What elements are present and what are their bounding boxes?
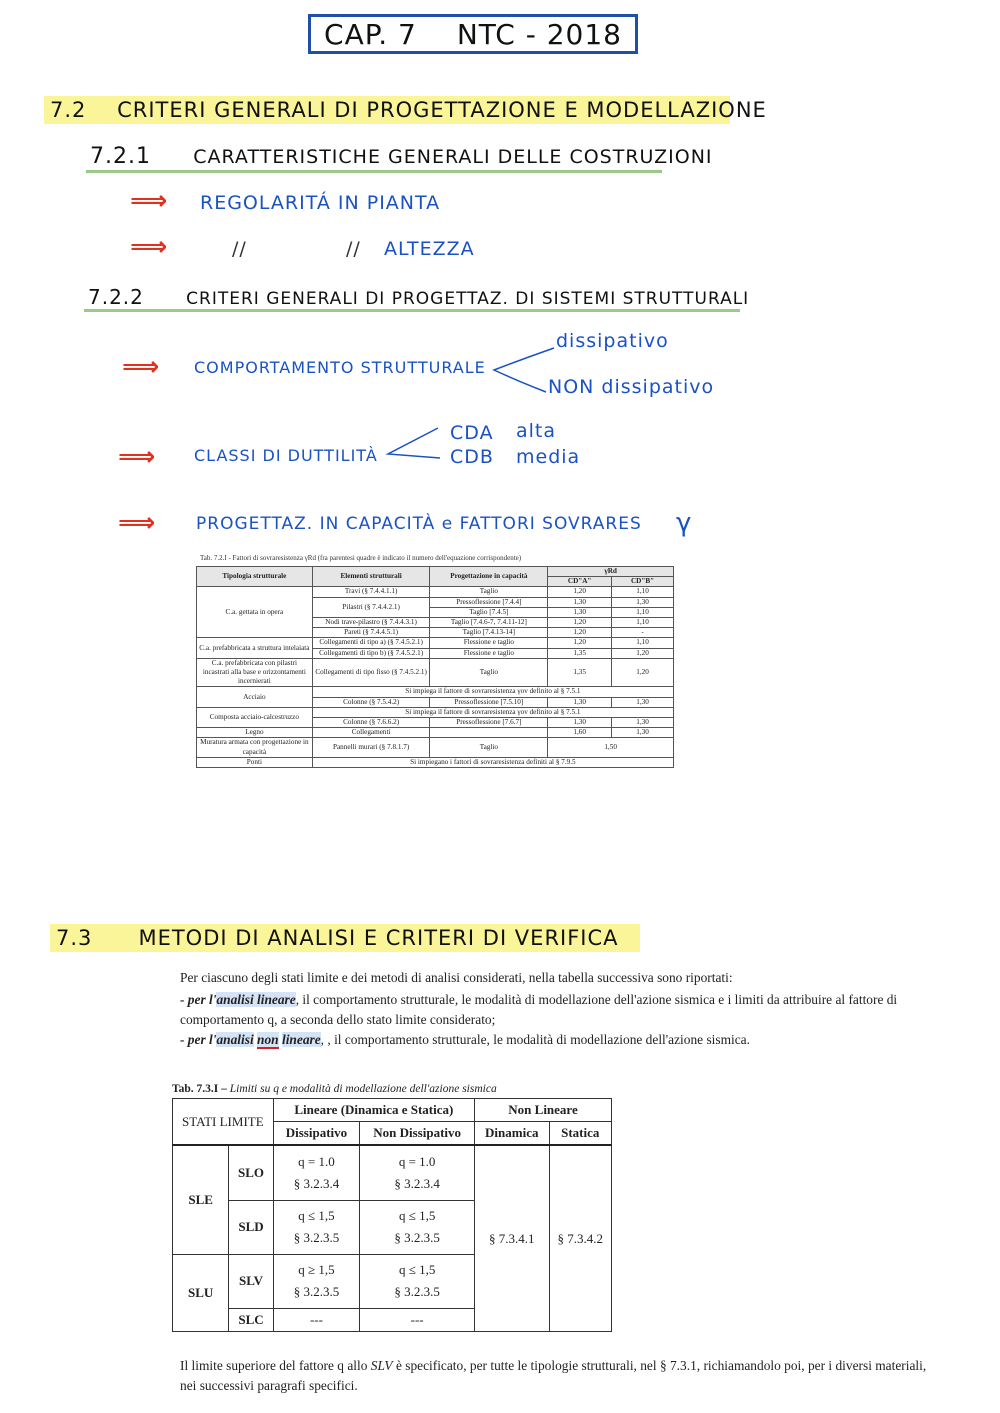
ductility-label: CLASSI DI DUTTILITÀ <box>194 446 378 465</box>
section-title: METODI DI ANALISI E CRITERI DI VERIFICA <box>138 926 619 950</box>
table-cell: Pilastri (§ 7.4.4.2.1) <box>312 597 430 617</box>
table-cell: 1,30 <box>612 718 674 728</box>
row-sle: SLE <box>173 1145 229 1254</box>
red-arrow-icon: ⟹ <box>118 508 156 538</box>
th-statica: Statica <box>549 1122 611 1146</box>
th-stati-limite: STATI LIMITE <box>173 1099 274 1146</box>
table-cell-line: q = 1.0 <box>398 1154 436 1169</box>
table-cell: 1,35 <box>548 648 612 658</box>
table-cell: 1,20 <box>612 658 674 687</box>
row-slc: SLC <box>229 1308 273 1331</box>
table-cell: Si impiega il fattore di sovraresistenza γov definito al § 7.5.1 <box>312 687 673 697</box>
table-cell-line: § 3.2.3.4 <box>293 1176 340 1191</box>
chapter-label: CAP. 7 <box>324 17 417 51</box>
table-cell: Composta acciaio-calcestruzzo <box>197 707 313 727</box>
table-cell <box>273 1254 360 1308</box>
table-cell: Flessione e taglio <box>430 648 548 658</box>
table-cell: 1,60 <box>548 728 612 738</box>
paragraph-intro: Per ciascuno degli stati limite e dei metodi di analisi considerati, nella tabella successiva sono riportati: <box>180 970 733 985</box>
subsection-number: 7.2.1 <box>90 144 151 169</box>
table-cell-line: q = 1.0 <box>298 1154 335 1169</box>
green-underline <box>84 309 740 312</box>
table-cell <box>360 1200 475 1254</box>
section-title: CRITERI GENERALI DI PROGETTAZIONE E MODELLAZIONE <box>117 98 767 122</box>
cda-note: alta <box>516 420 557 442</box>
table-cell: Si impiega il fattore di sovraresistenza γov definito al § 7.5.1 <box>312 707 673 717</box>
ditto-mark: // <box>232 238 247 260</box>
table-cell: Flessione e taglio <box>430 638 548 648</box>
branch-dissipativo: dissipativo <box>556 330 669 352</box>
table-cell: 1,10 <box>612 638 674 648</box>
table-cell: Collegamenti di tipo b) (§ 7.4.5.2.1) <box>312 648 430 658</box>
table-cell: 1,30 <box>612 697 674 707</box>
th-progettazione: Progettazione in capacità <box>430 567 548 587</box>
th-cda: CD"A" <box>548 577 612 587</box>
table-cell: 1,30 <box>548 718 612 728</box>
table-cell-statica: § 7.3.4.2 <box>549 1145 611 1331</box>
table-cell-line: § 3.2.3.5 <box>394 1230 440 1246</box>
paragraph-slv-limit <box>180 1356 936 1396</box>
subsection-7-2-1-heading <box>90 144 713 169</box>
th-lineare: Lineare (Dinamica e Statica) <box>273 1099 474 1122</box>
subsection-number: 7.2.2 <box>88 285 144 309</box>
table-cell: Ponti <box>197 757 313 767</box>
table-cell: Acciaio <box>197 687 313 707</box>
cdb-label: CDB <box>450 446 494 468</box>
table-cell-dinamica: § 7.3.4.1 <box>475 1145 550 1331</box>
th-dissipativo: Dissipativo <box>273 1122 360 1146</box>
red-arrow-icon: ⟹ <box>130 232 168 262</box>
table-cell: 1,20 <box>548 628 612 638</box>
text-fragment-italic: SLV <box>370 1358 393 1373</box>
th-dinamica: Dinamica <box>475 1122 550 1146</box>
table-cell: 1,20 <box>548 587 612 597</box>
chapter-header-box <box>308 14 638 54</box>
table-cell-line: q ≤ 1,5 <box>398 1208 436 1224</box>
caption-number: Tab. 7.3.I – <box>172 1083 230 1095</box>
table-cell: C.a. prefabbricata con pilastri incastrati alla base e orizzontamenti incernierati <box>197 658 313 687</box>
row-slu: SLU <box>173 1254 229 1331</box>
th-elementi: Elementi strutturali <box>312 567 430 587</box>
standard-label: NTC - 2018 <box>456 17 622 51</box>
behaviour-label: COMPORTAMENTO STRUTTURALE <box>194 358 486 377</box>
highlight-analisi-lineare: analisi lineare <box>216 992 296 1007</box>
table-cell: 1,20 <box>612 648 674 658</box>
table-7-2-1-caption: Tab. 7.2.I - Fattori di sovraresistenza γRd (fra parentesi quadre è indicato il numero dell'equazione corrispondente) <box>200 554 522 562</box>
th-grd: γRd <box>548 567 674 577</box>
table-cell: Pressoflessione [7.5.10] <box>430 697 548 707</box>
text-fragment: , , il comportamento strutturale, le modalità di modellazione dell'azione sismica. <box>320 1032 750 1047</box>
section-7-3-heading <box>50 924 640 952</box>
table-cell: Taglio [7.4.5] <box>430 607 548 617</box>
caption-text: Limiti su q e modalità di modellazione dell'azione sismica <box>229 1083 497 1095</box>
table-cell: 1,30 <box>548 697 612 707</box>
table-cell: 1,30 <box>548 607 612 617</box>
table-cell: Collegamenti di tipo a) (§ 7.4.5.2.1) <box>312 638 430 648</box>
table-cell: Taglio <box>430 587 548 597</box>
table-cell: Taglio <box>430 658 548 687</box>
section-number: 7.3 <box>56 926 93 950</box>
table-cell: Travi (§ 7.4.4.1.1) <box>312 587 430 597</box>
table-cell: 1,30 <box>612 728 674 738</box>
subsection-title: CARATTERISTICHE GENERALI DELLE COSTRUZIONI <box>193 146 713 168</box>
table-cell <box>273 1200 360 1254</box>
table-cell: 1,30 <box>548 597 612 607</box>
table-cell: Muratura armata con progettazione in capacità <box>197 738 313 757</box>
text-fragment: - per l' <box>180 992 217 1007</box>
highlight-analisi: analisi <box>216 1032 254 1047</box>
row-slv: SLV <box>229 1254 273 1308</box>
table-cell: Taglio [7.4.6-7, 7.4.11-12] <box>430 618 548 628</box>
table-cell: C.a. gettata in opera <box>197 587 313 638</box>
table-cell: Taglio [7.4.13-14] <box>430 628 548 638</box>
item-altezza: ALTEZZA <box>384 238 475 260</box>
table-cell: 1,10 <box>612 607 674 617</box>
table-cell: Pressoflessione [7.6.7] <box>430 718 548 728</box>
table-cell: 1,20 <box>548 638 612 648</box>
table-cell: Colonne (§ 7.6.6.2) <box>312 718 430 728</box>
table-cell: 1,20 <box>548 618 612 628</box>
table-cell: 1,50 <box>548 738 674 757</box>
table-cell: Taglio <box>430 738 548 757</box>
cdb-note: media <box>516 446 581 468</box>
green-underline <box>86 170 662 173</box>
ditto-mark: // <box>346 238 361 260</box>
highlight-non: non <box>257 1032 279 1047</box>
table-cell <box>360 1254 475 1308</box>
table-cell: 1,35 <box>548 658 612 687</box>
table-cell: Pressoflessione [7.4.4] <box>430 597 548 607</box>
table-cell: --- <box>273 1308 360 1331</box>
th-cdb: CD"B" <box>612 577 674 587</box>
paragraph-nonlinear <box>180 1030 936 1050</box>
text-fragment: , il comportamento strutturale, le modalità di modellazione dell'azione sismica e i limiti da attribuire al fattore di comportamento q, a seconda dello stato limite considerato; <box>180 992 898 1027</box>
table-cell: C.a. prefabbricata a struttura intelaiata <box>197 638 313 658</box>
section-7-2-heading <box>44 96 767 124</box>
table-cell-line: § 3.2.3.5 <box>293 1284 340 1300</box>
gamma-symbol: γ <box>676 508 693 538</box>
table-7-2-1 <box>196 566 674 768</box>
table-cell: Si impiegano i fattori di sovraresistenza definiti al § 7.9.5 <box>312 757 673 767</box>
table-cell-line: § 3.2.3.5 <box>394 1284 440 1300</box>
branch-non-dissipativo: NON dissipativo <box>548 376 715 398</box>
table-7-3-1-caption <box>172 1083 497 1095</box>
table-cell: Legno <box>197 728 313 738</box>
table-cell: 1,10 <box>612 587 674 597</box>
item-regolarita-pianta: REGOLARITÁ IN PIANTA <box>200 192 441 214</box>
table-cell <box>273 1145 360 1200</box>
table-cell-line: q ≥ 1,5 <box>298 1262 335 1278</box>
table-cell: 1,10 <box>612 618 674 628</box>
th-non-dissipativo: Non Dissipativo <box>360 1122 475 1146</box>
text-fragment: è specificato, per tutte le tipologie strutturali, nel § 7.3.1, richiamandolo poi, per i diversi materiali, nei successivi paragrafi specifici. <box>180 1358 927 1393</box>
table-cell: Pareti (§ 7.4.4.5.1) <box>312 628 430 638</box>
table-cell: --- <box>360 1308 475 1331</box>
text-fragment: Il limite superiore del fattore q allo <box>180 1358 371 1373</box>
table-cell: Colonne (§ 7.5.4.2) <box>312 697 430 707</box>
red-arrow-icon: ⟹ <box>118 442 156 472</box>
branch-lines <box>384 424 444 464</box>
red-arrow-icon: ⟹ <box>122 352 160 382</box>
table-7-3-1 <box>172 1098 612 1332</box>
row-sld: SLD <box>229 1200 273 1254</box>
table-cell <box>430 728 548 738</box>
table-cell: Collegamenti di tipo fisso (§ 7.4.5.2.1) <box>312 658 430 687</box>
table-cell: Collegamenti <box>312 728 430 738</box>
table-cell-line: q ≤ 1,5 <box>298 1208 335 1224</box>
table-cell <box>360 1145 475 1200</box>
highlight-lineare: lineare <box>281 1032 321 1047</box>
cda-label: CDA <box>450 422 494 444</box>
text-fragment: - per l' <box>180 1032 217 1047</box>
capacity-label: PROGETTAZ. IN CAPACITÀ e FATTORI SOVRARES <box>196 514 642 534</box>
th-non-lineare: Non Lineare <box>475 1099 612 1122</box>
table-cell-line: § 3.2.3.5 <box>293 1230 340 1246</box>
red-arrow-icon: ⟹ <box>130 186 168 216</box>
table-cell: Nodi trave-pilastro (§ 7.4.4.3.1) <box>312 618 430 628</box>
table-cell-line: § 3.2.3.4 <box>394 1176 440 1191</box>
table-cell: - <box>612 628 674 638</box>
table-cell: 1,30 <box>612 597 674 607</box>
section-number: 7.2 <box>50 98 87 122</box>
table-cell: Pannelli murari (§ 7.8.1.7) <box>312 738 430 757</box>
subsection-title: CRITERI GENERALI DI PROGETTAZ. DI SISTEMI STRUTTURALI <box>186 289 750 309</box>
table-cell-line: q ≤ 1,5 <box>398 1262 436 1278</box>
th-tipologia: Tipologia strutturale <box>197 567 313 587</box>
paragraph-linear <box>180 990 936 1030</box>
subsection-7-2-2-heading <box>88 285 749 309</box>
row-slo: SLO <box>229 1145 273 1200</box>
